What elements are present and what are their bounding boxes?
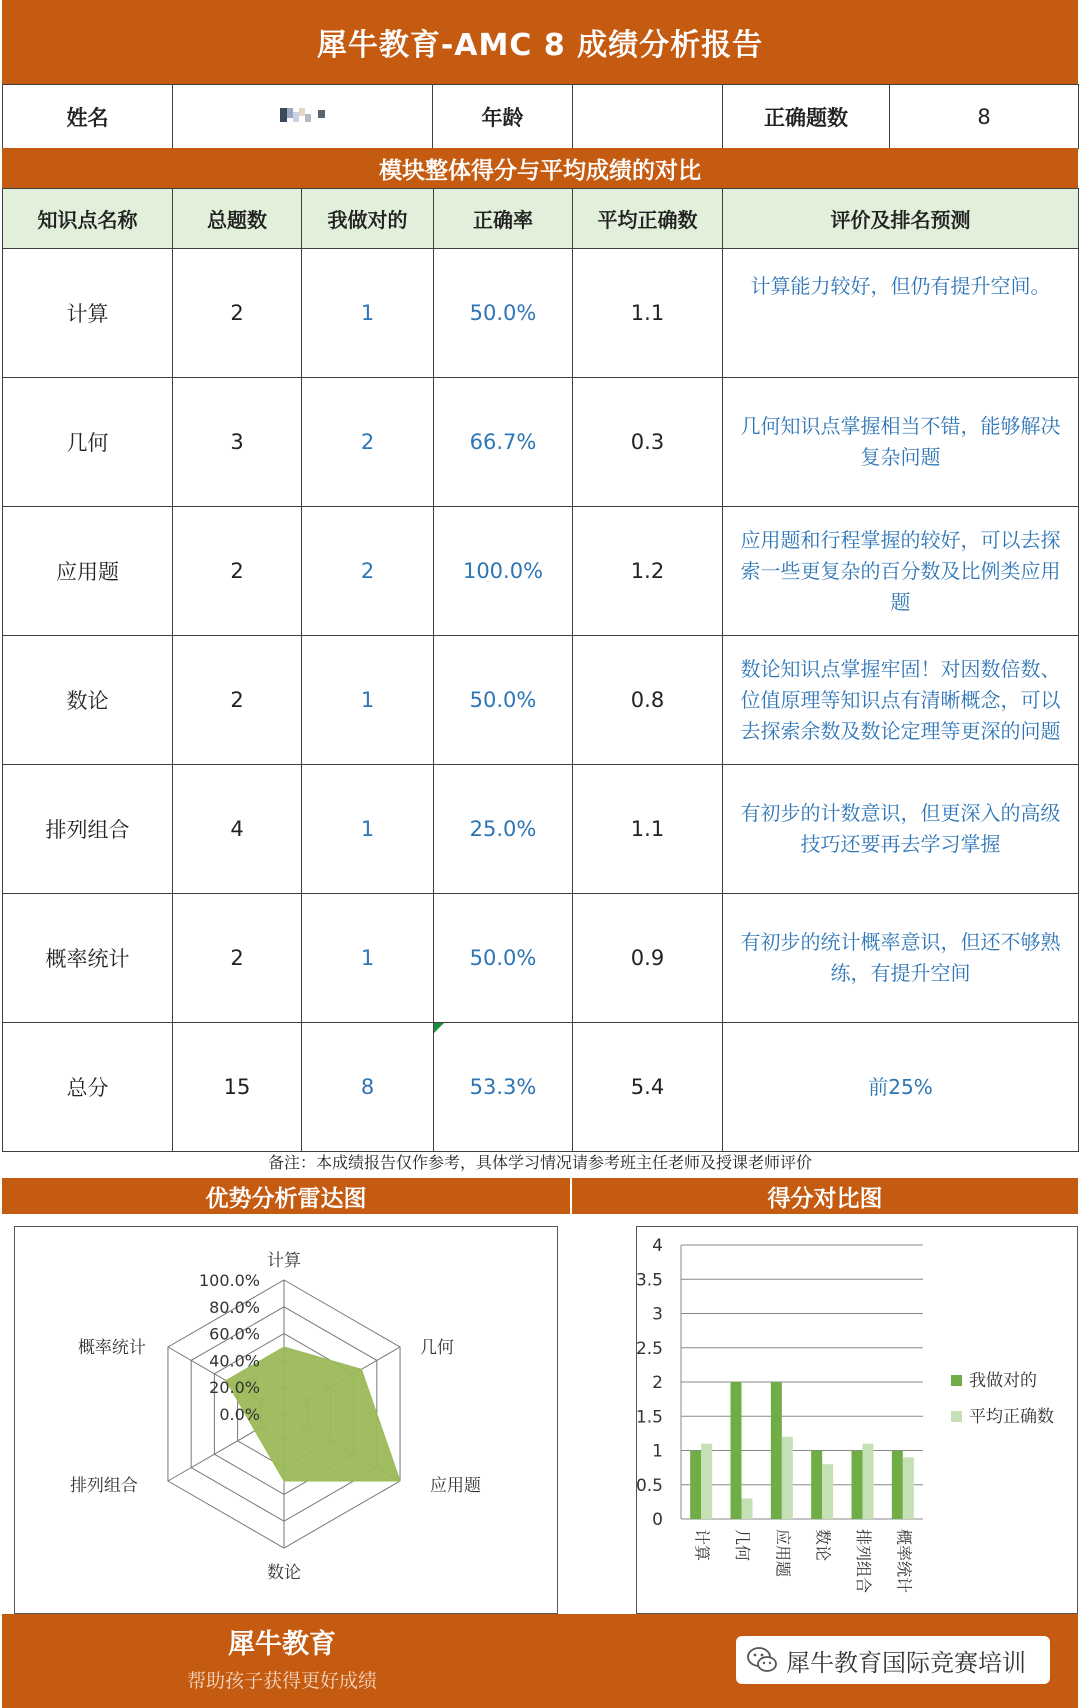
bar-average (822, 1464, 833, 1519)
cell-total: 2 (173, 249, 302, 378)
bar-my-correct (852, 1451, 863, 1520)
bar-my-correct (892, 1451, 903, 1520)
table-row-total (3, 1023, 1079, 1152)
radar-tick-label: 0.0% (219, 1405, 260, 1424)
cell-correct: 2 (302, 507, 434, 636)
cell-comment: 有初步的统计概率意识，但还不够熟练，有提升空间 (723, 894, 1079, 1023)
bar-average (863, 1444, 874, 1519)
cell-avg: 1.2 (573, 507, 723, 636)
radar-chart-panel (14, 1226, 558, 1614)
cell-total: 3 (173, 378, 302, 507)
bar-chart-panel (636, 1226, 1078, 1614)
cell-correct: 8 (302, 1023, 434, 1152)
correct-count-label: 正确题数 (723, 85, 890, 149)
cell-name: 应用题 (3, 507, 173, 636)
cell-name: 几何 (3, 378, 173, 507)
legend-swatch (951, 1375, 962, 1386)
cell-avg: 1.1 (573, 249, 723, 378)
cell-rate-text: 53.3% (469, 1075, 537, 1099)
cell-rate: 50.0% (434, 249, 573, 378)
bar-my-correct (731, 1382, 742, 1519)
cell-total: 2 (173, 894, 302, 1023)
bar-x-category-label: 概率统计 (894, 1529, 914, 1594)
bar-my-correct (690, 1451, 701, 1520)
cell-name: 数论 (3, 636, 173, 765)
radar-tick-label: 100.0% (198, 1271, 260, 1290)
cell-avg: 5.4 (573, 1023, 723, 1152)
bar-y-tick-label: 1.5 (637, 1407, 663, 1428)
cell-rate: 50.0% (434, 894, 573, 1023)
cell-avg: 0.3 (573, 378, 723, 507)
radar-category-label: 计算 (267, 1251, 301, 1271)
comment-marker-icon (434, 1023, 444, 1033)
table-header-row (3, 189, 1079, 249)
report-note: 备注：本成绩报告仅作参考，具体学习情况请参考班主任老师及授课老师评价 (267, 1153, 812, 1172)
radar-tick-label: 80.0% (209, 1297, 260, 1317)
table-row (3, 378, 1079, 507)
bar-y-tick-label: 4 (652, 1236, 663, 1256)
table-row (3, 894, 1079, 1023)
radar-tick-label: 20.0% (209, 1378, 260, 1398)
cell-rate: 66.7% (434, 378, 573, 507)
bar-y-tick-label: 0 (652, 1510, 663, 1530)
watermark (736, 1636, 1050, 1684)
section-title: 模块整体得分与平均成绩的对比 (2, 148, 1078, 188)
header-average: 平均正确数 (573, 189, 723, 249)
cell-avg: 0.8 (573, 636, 723, 765)
header-knowledge-point: 知识点名称 (3, 189, 173, 249)
radar-category-label: 概率统计 (77, 1338, 146, 1358)
cell-name: 概率统计 (3, 894, 173, 1023)
header-evaluation: 评价及排名预测 (723, 189, 1079, 249)
legend-label: 平均正确数 (969, 1407, 1054, 1427)
bar-average (742, 1498, 753, 1519)
bar-y-tick-label: 2 (652, 1373, 663, 1393)
bar-average (782, 1437, 793, 1519)
legend-swatch (951, 1411, 962, 1422)
cell-name: 总分 (3, 1023, 173, 1152)
bar-x-category-label: 计算 (692, 1529, 712, 1562)
bar-y-tick-label: 3 (652, 1304, 663, 1325)
name-value (173, 85, 433, 149)
bar-y-tick-label: 0.5 (637, 1475, 663, 1496)
header-total: 总题数 (173, 189, 302, 249)
cell-total: 2 (173, 507, 302, 636)
radar-category-label: 数论 (267, 1563, 301, 1583)
cell-comment: 几何知识点掌握相当不错，能够解决复杂问题 (723, 378, 1079, 507)
header-accuracy: 正确率 (434, 189, 573, 249)
cell-rate: 100.0% (434, 507, 573, 636)
redacted-name-image (278, 106, 328, 124)
name-label: 姓名 (3, 85, 173, 149)
cell-name: 计算 (3, 249, 173, 378)
bar-y-tick-label: 2.5 (637, 1338, 663, 1359)
cell-correct: 2 (302, 378, 434, 507)
cell-avg: 1.1 (573, 765, 723, 894)
bar-y-tick-label: 1 (652, 1441, 663, 1462)
bar-x-category-label: 排列组合 (854, 1529, 873, 1594)
radar-category-label: 排列组合 (69, 1476, 138, 1496)
cell-total: 4 (173, 765, 302, 894)
bar-average (701, 1444, 712, 1519)
bar-x-category-label: 应用题 (773, 1529, 793, 1578)
table-row (3, 507, 1079, 636)
bar-x-category-label: 数论 (813, 1529, 833, 1562)
table-row (3, 249, 1079, 378)
cell-correct: 1 (302, 636, 434, 765)
cell-comment: 有初步的计数意识，但更深入的高级技巧还要再去学习掌握 (723, 765, 1079, 894)
bar-section-title: 得分对比图 (572, 1178, 1078, 1214)
header-my-correct: 我做对的 (302, 189, 434, 249)
radar-chart (15, 1227, 559, 1615)
table-row (3, 765, 1079, 894)
table-row (3, 636, 1079, 765)
radar-tick-label: 40.0% (209, 1351, 260, 1371)
age-value (573, 85, 723, 149)
cell-correct: 1 (302, 894, 434, 1023)
footer-brand: 犀牛教育 (228, 1629, 336, 1660)
correct-count-value: 8 (890, 85, 1079, 149)
radar-section-title: 优势分析雷达图 (2, 1178, 570, 1214)
cell-total: 15 (173, 1023, 302, 1152)
wechat-icon (746, 1645, 778, 1675)
bar-my-correct (771, 1382, 782, 1519)
bar-x-category-label: 几何 (733, 1529, 752, 1562)
module-score-table (2, 188, 1079, 1152)
radar-category-label: 几何 (420, 1338, 455, 1358)
watermark-text: 犀牛教育国际竞赛培训 (786, 1648, 1026, 1677)
radar-category-label: 应用题 (430, 1476, 482, 1496)
age-label: 年龄 (433, 85, 573, 149)
cell-rate: 25.0% (434, 765, 573, 894)
report-title: 犀牛教育-AMC 8 成绩分析报告 (2, 0, 1078, 84)
cell-comment: 应用题和行程掌握的较好，可以去探索一些更复杂的百分数及比例类应用题 (723, 507, 1079, 636)
cell-correct: 1 (302, 765, 434, 894)
cell-comment: 前25% (723, 1023, 1079, 1152)
cell-correct: 1 (302, 249, 434, 378)
radar-tick-label: 60.0% (209, 1324, 260, 1344)
bar-average (903, 1457, 914, 1519)
bar-chart (637, 1227, 1077, 1613)
cell-name: 排列组合 (3, 765, 173, 894)
student-info-table (2, 84, 1079, 149)
cell-rate: 50.0% (434, 636, 573, 765)
cell-total: 2 (173, 636, 302, 765)
legend-label: 我做对的 (969, 1371, 1037, 1391)
footer-slogan: 帮助孩子获得更好成绩 (186, 1670, 377, 1692)
cell-comment: 计算能力较好，但仍有提升空间。 (723, 249, 1079, 378)
cell-rate (434, 1023, 573, 1152)
cell-comment: 数论知识点掌握牢固！对因数倍数、位值原理等知识点有清晰概念，可以去探索余数及数论定理等更深的问题 (723, 636, 1079, 765)
cell-avg: 0.9 (573, 894, 723, 1023)
bar-y-tick-label: 3.5 (637, 1270, 663, 1291)
bar-my-correct (811, 1451, 822, 1520)
